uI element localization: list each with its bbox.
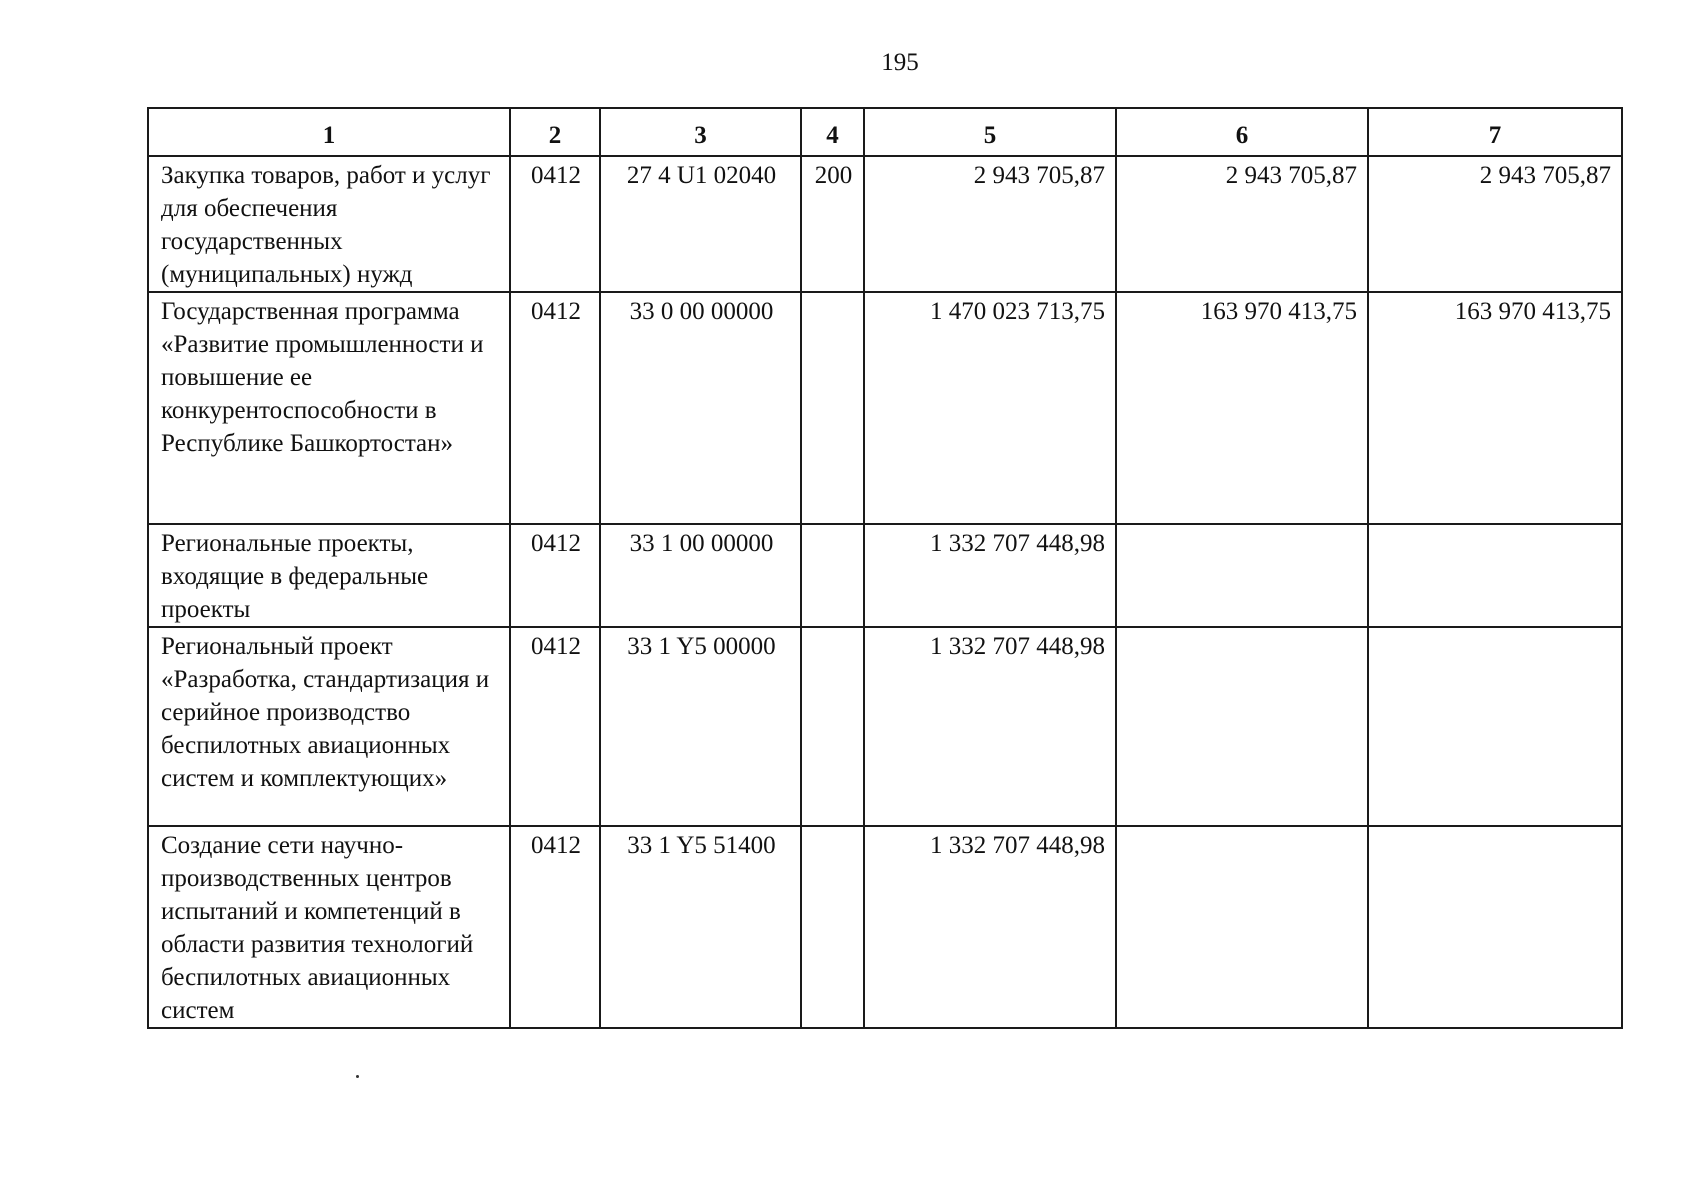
column-header-2: 2: [510, 108, 600, 156]
row-target-code: 33 1 00 00000: [600, 524, 801, 627]
column-header-4: 4: [801, 108, 864, 156]
table-row: [148, 627, 1622, 826]
row-value-col6: 2 943 705,87: [1116, 156, 1368, 292]
row-target-code: 33 1 Y5 51400: [600, 826, 801, 1028]
row-name: Региональные проекты, входящие в федеральные проекты: [148, 524, 510, 627]
row-target-code: 33 0 00 00000: [600, 292, 801, 524]
row-name: Создание сети научно-производственных центров испытаний и компетенций в области развития технологий беспилотных авиационных систем: [148, 826, 510, 1028]
row-type-code: [801, 524, 864, 627]
row-value-col5: 1 332 707 448,98: [864, 627, 1116, 826]
column-header-3: 3: [600, 108, 801, 156]
row-value-col6: [1116, 524, 1368, 627]
row-value-col7: 163 970 413,75: [1368, 292, 1622, 524]
row-section-code: 0412: [510, 524, 600, 627]
row-section-code: 0412: [510, 627, 600, 826]
row-name: Региональный проект «Разработка, стандартизация и серийное производство беспилотных авиационных систем и комплектующих»: [148, 627, 510, 826]
row-value-col6: [1116, 826, 1368, 1028]
row-section-code: 0412: [510, 156, 600, 292]
table-header-row: [148, 108, 1622, 156]
row-name: Закупка товаров, работ и услуг для обеспечения государственных (муниципальных) нужд: [148, 156, 510, 292]
row-section-code: 0412: [510, 292, 600, 524]
column-header-1: 1: [148, 108, 510, 156]
row-section-code: 0412: [510, 826, 600, 1028]
row-target-code: 33 1 Y5 00000: [600, 627, 801, 826]
row-value-col5: 2 943 705,87: [864, 156, 1116, 292]
row-type-code: 200: [801, 156, 864, 292]
row-type-code: [801, 292, 864, 524]
row-value-col7: [1368, 524, 1622, 627]
column-header-7: 7: [1368, 108, 1622, 156]
row-value-col7: [1368, 627, 1622, 826]
row-value-col5: 1 332 707 448,98: [864, 524, 1116, 627]
table-row: [148, 292, 1622, 524]
budget-table: [147, 107, 1623, 1029]
column-header-6: 6: [1116, 108, 1368, 156]
row-value-col6: 163 970 413,75: [1116, 292, 1368, 524]
table-row: [148, 826, 1622, 1028]
table-row: [148, 524, 1622, 627]
row-name: Государственная программа «Развитие промышленности и повышение ее конкурентоспособности в Республике Башкортостан»: [148, 292, 510, 524]
row-value-col6: [1116, 627, 1368, 826]
scan-speck: [356, 1075, 359, 1078]
row-value-col7: [1368, 826, 1622, 1028]
row-value-col7: 2 943 705,87: [1368, 156, 1622, 292]
row-value-col5: 1 332 707 448,98: [864, 826, 1116, 1028]
row-target-code: 27 4 U1 02040: [600, 156, 801, 292]
column-header-5: 5: [864, 108, 1116, 156]
row-value-col5: 1 470 023 713,75: [864, 292, 1116, 524]
table-row: [148, 156, 1622, 292]
row-type-code: [801, 627, 864, 826]
row-type-code: [801, 826, 864, 1028]
page-number: 195: [881, 49, 919, 76]
